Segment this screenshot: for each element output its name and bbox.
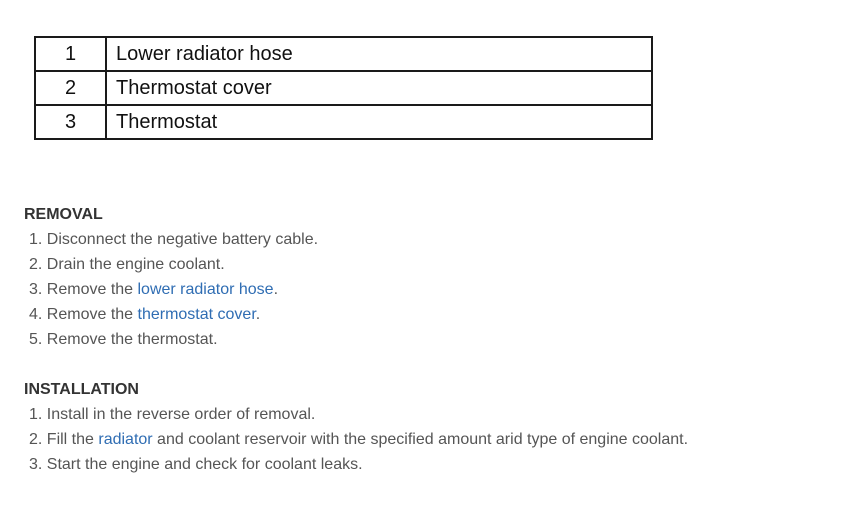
step-text: and coolant reservoir with the specified amount arid type of engine coolant.: [152, 431, 689, 448]
installation-step-3: 3. Start the engine and check for coolant leaks.: [29, 456, 363, 473]
removal-step-3: [24, 280, 834, 305]
step-text: .: [255, 306, 261, 323]
table-row: [35, 71, 652, 105]
step-text: .: [273, 281, 279, 298]
thermostat-cover-link[interactable]: thermostat cover: [137, 306, 256, 323]
installation-step-1: 1. Install in the reverse order of removal.: [29, 406, 316, 423]
section-spacer: [24, 355, 834, 380]
installation-step-2: [24, 430, 834, 455]
table-row: [35, 105, 652, 139]
removal-heading: REMOVAL: [24, 206, 103, 223]
legend-number: 2: [35, 71, 106, 105]
removal-step-2: 2. Drain the engine coolant.: [29, 256, 225, 273]
legend-name: Thermostat cover: [106, 71, 652, 105]
lower-radiator-hose-link[interactable]: lower radiator hose: [137, 281, 274, 298]
removal-step-1: 1. Disconnect the negative battery cable.: [29, 231, 319, 248]
radiator-link[interactable]: radiator: [98, 431, 153, 448]
removal-step-4: [24, 305, 834, 330]
removal-step-5: 5. Remove the thermostat.: [29, 331, 218, 348]
step-text: 3. Remove the: [29, 281, 138, 298]
legend-number: 3: [35, 105, 106, 139]
step-text: 4. Remove the: [29, 306, 138, 323]
legend-number: 1: [35, 37, 106, 71]
procedure-content: [24, 205, 834, 480]
installation-heading: INSTALLATION: [24, 381, 139, 398]
table-row: [35, 37, 652, 71]
step-text: 2. Fill the: [29, 431, 99, 448]
component-legend-table: [34, 36, 653, 140]
legend-name: Lower radiator hose: [106, 37, 652, 71]
legend-name: Thermostat: [106, 105, 652, 139]
